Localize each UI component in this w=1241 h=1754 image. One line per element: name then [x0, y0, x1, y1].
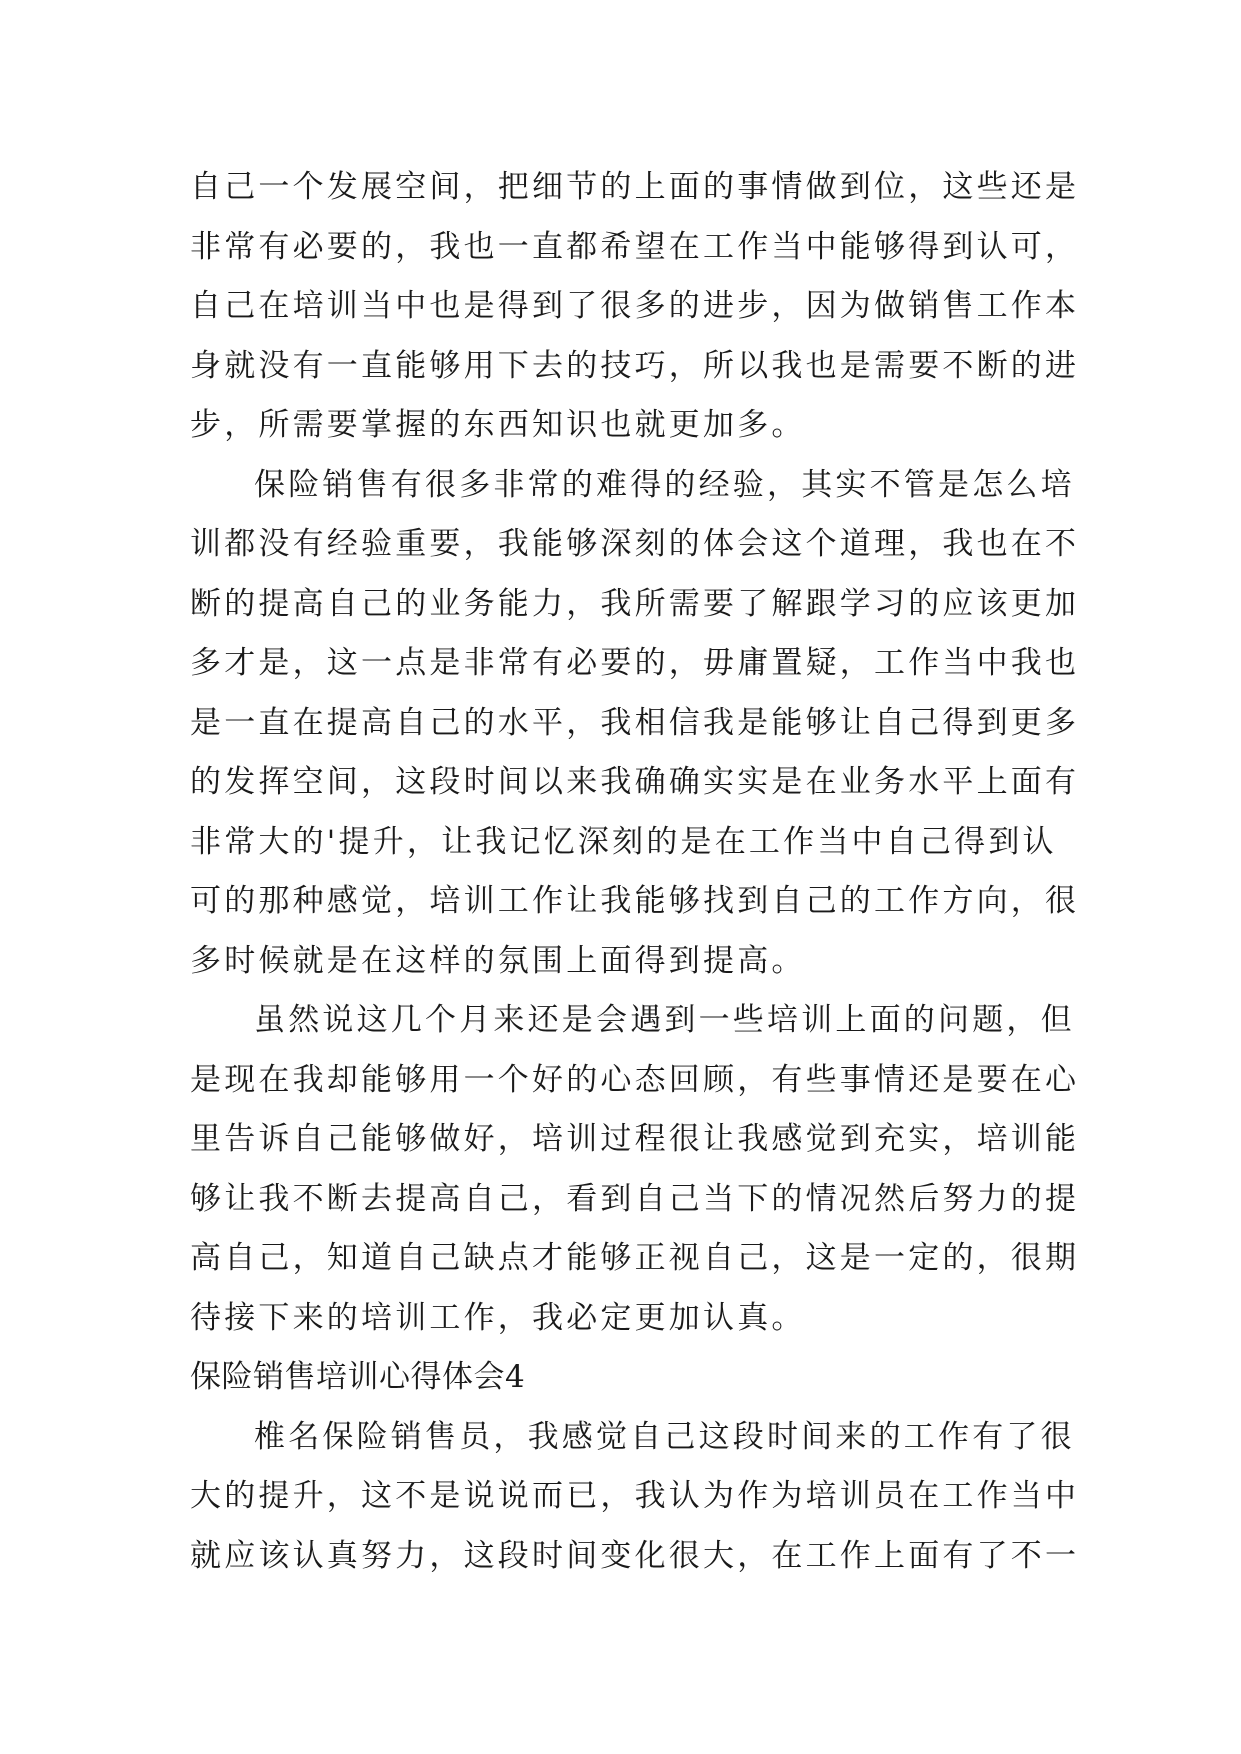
text-line: 自己在培训当中也是得到了很多的进步，因为做销售工作本: [190, 288, 1080, 324]
document-body: [190, 158, 1080, 1586]
paragraph: [190, 158, 1080, 456]
paragraph: [190, 456, 1080, 992]
text-line: 椎名保险销售员，我感觉自己这段时间来的工作有了很: [254, 1418, 1075, 1455]
text-line: 训都没有经验重要，我能够深刻的体会这个道理，我也在不: [190, 526, 1080, 562]
section-heading: [190, 1348, 1050, 1408]
text-line: 够让我不断去提高自己，看到自己当下的情况然后努力的提: [190, 1180, 1080, 1217]
paragraph: [190, 991, 1080, 1348]
text-line: 非常有必要的，我也一直都希望在工作当中能够得到认可，: [190, 228, 1080, 265]
paragraph: [190, 1408, 1080, 1587]
text-line: 断的提高自己的业务能力，我所需要了解跟学习的应该更加: [190, 585, 1080, 622]
text-line: 可的那种感觉，培训工作让我能够找到自己的工作方向，很: [190, 883, 1080, 919]
text-line: 里告诉自己能够做好，培训过程很让我感觉到充实，培训能: [190, 1121, 1080, 1157]
text-line: 步，所需要掌握的东西知识也就更加多。: [190, 407, 806, 443]
text-line: 高自己，知道自己缺点才能够正视自己，这是一定的，很期: [190, 1240, 1080, 1276]
text-line: 多时候就是在这样的氛围上面得到提高。: [190, 942, 806, 979]
text-line: 就应该认真努力，这段时间变化很大，在工作上面有了不一: [190, 1537, 1080, 1574]
text-line: 大的提升，这不是说说而已，我认为作为培训员在工作当中: [190, 1478, 1080, 1514]
text-line: 保险销售有很多非常的难得的经验，其实不管是怎么培: [254, 466, 1075, 503]
text-line: 非常大的'提升，让我记忆深刻的是在工作当中自己得到认: [190, 823, 1057, 860]
text-line: 是现在我却能够用一个好的心态回顾，有些事情还是要在心: [190, 1061, 1080, 1098]
heading-text: 保险销售培训心得体会4: [190, 1359, 526, 1395]
text-line: 待接下来的培训工作，我必定更加认真。: [190, 1299, 806, 1336]
text-line: 身就没有一直能够用下去的技巧，所以我也是需要不断的进: [190, 347, 1080, 384]
text-line: 的发挥空间，这段时间以来我确确实实是在业务水平上面有: [190, 764, 1080, 800]
text-line: 虽然说这几个月来还是会遇到一些培训上面的问题，但: [254, 1002, 1075, 1038]
text-line: 多才是，这一点是非常有必要的，毋庸置疑，工作当中我也: [190, 645, 1080, 681]
text-line: 自己一个发展空间，把细节的上面的事情做到位，这些还是: [190, 169, 1080, 205]
text-line: 是一直在提高自己的水平，我相信我是能够让自己得到更多: [190, 704, 1080, 741]
